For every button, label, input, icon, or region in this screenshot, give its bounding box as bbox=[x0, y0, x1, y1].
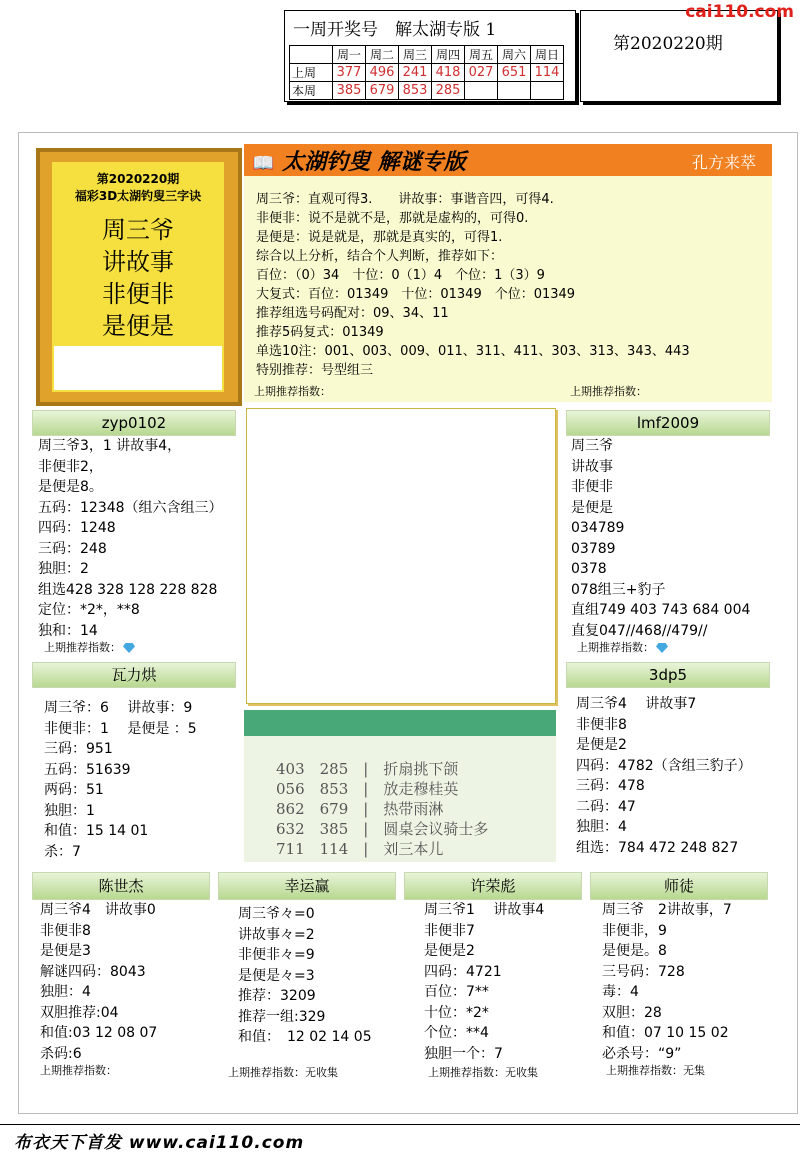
box-line: 是便是。8 bbox=[602, 943, 667, 959]
box-index-line: 上期推荐指数： bbox=[40, 1064, 117, 1077]
main-line: 大复式：百位：01349 十位：01349 个位：01349 bbox=[256, 287, 576, 302]
row-label: 本周 bbox=[290, 82, 333, 100]
main-author: 孔方来萃 bbox=[691, 153, 756, 172]
box-line: 三号码：728 bbox=[602, 963, 685, 980]
box-title-shi: 师徒 bbox=[590, 872, 768, 900]
draw-number: 496 bbox=[366, 64, 399, 82]
box-line: 非便非 bbox=[571, 479, 613, 495]
row-label: 上周 bbox=[290, 64, 333, 82]
box-line: 五码：51639 bbox=[44, 761, 131, 778]
footer-divider bbox=[0, 1124, 800, 1125]
box-line: 三码：478 bbox=[576, 778, 645, 794]
box-line: 两码：51 bbox=[44, 782, 104, 798]
riddle-row: 403 285 | 折扇挑下颌 bbox=[276, 760, 459, 778]
poster-inner bbox=[52, 162, 224, 392]
box-line: 周三爷 bbox=[571, 438, 613, 454]
box-line: 和值：07 10 15 02 bbox=[602, 1025, 729, 1041]
box-line: 三码：248 bbox=[38, 540, 107, 557]
index-label: 上期推荐指数： bbox=[577, 641, 654, 654]
box-line: 非便非，9 bbox=[602, 922, 667, 939]
box-line: 是便是2 bbox=[576, 737, 627, 753]
main-line: 推荐5码复式：01349 bbox=[256, 325, 384, 340]
box-line: 非便非7 bbox=[424, 922, 475, 939]
center-riddle-list bbox=[244, 736, 556, 862]
box-line: 是便是3 bbox=[40, 943, 91, 959]
box-line: 独胆：1 bbox=[44, 802, 95, 819]
box-line: 03789 bbox=[571, 540, 616, 557]
box-line: 双胆：28 bbox=[602, 1004, 662, 1021]
book-icon: 📖 bbox=[252, 153, 275, 174]
main-line: 推荐组选号码配对：09、34、11 bbox=[256, 306, 449, 321]
box-line: 独胆：2 bbox=[38, 561, 89, 577]
main-line: 非便非：说不是就不是，那就是虚构的，可得0. bbox=[256, 211, 529, 226]
box-body-lmf bbox=[568, 436, 772, 660]
main-line: 百位：（0）34 十位：0（1）4 个位：1（3）9 bbox=[256, 268, 545, 283]
riddle-row: 862 679 | 热带雨淋 bbox=[276, 800, 444, 818]
box-title-wali: 瓦力烘 bbox=[32, 662, 236, 688]
box-title-xing: 幸运赢 bbox=[218, 872, 396, 900]
box-line: 三码：951 bbox=[44, 741, 113, 757]
poster-blank bbox=[54, 346, 222, 390]
draw-number: 651 bbox=[498, 64, 531, 82]
main-body bbox=[244, 176, 772, 402]
box-line: 周三爷4 讲故事7 bbox=[576, 696, 697, 712]
poster-word: 是便是 bbox=[102, 312, 174, 340]
center-green-bar bbox=[244, 710, 556, 736]
poster-word: 周三爷 bbox=[102, 216, 174, 244]
box-line: 周三爷 2讲故事，7 bbox=[602, 902, 732, 918]
box-index-line: 上期推荐指数：无收集 bbox=[228, 1066, 338, 1079]
site-logo[interactable]: cai110.com bbox=[685, 2, 794, 22]
poster-word: 非便非 bbox=[102, 280, 174, 308]
index-label: 上期推荐指数： bbox=[44, 641, 121, 654]
box-line: 和值:03 12 08 07 bbox=[40, 1025, 158, 1041]
draw-title: 一周开奖号 解太湖专版 1 bbox=[293, 20, 497, 40]
box-line: 独胆：4 bbox=[576, 819, 627, 835]
draw-number: 385 bbox=[333, 82, 366, 100]
main-lines bbox=[256, 190, 690, 380]
draw-number bbox=[498, 82, 531, 100]
draw-number: 241 bbox=[399, 64, 432, 82]
box-line: 034789 bbox=[571, 520, 625, 536]
box-line: 是便是2 bbox=[424, 943, 475, 959]
main-index-right: 上期推荐指数： bbox=[570, 385, 647, 398]
draw-row-last-week bbox=[290, 64, 564, 82]
box-line: 周三爷1 讲故事4 bbox=[424, 902, 545, 918]
riddle-row: 056 853 | 放走穆桂英 bbox=[276, 780, 459, 798]
box-line: 四码：1248 bbox=[38, 520, 116, 536]
box-line: 解谜四码：8043 bbox=[40, 963, 146, 980]
column-header: 周四 bbox=[432, 46, 465, 64]
weekly-draw-panel bbox=[284, 10, 576, 102]
box-line: 非便非2， bbox=[38, 458, 103, 475]
box-line: 推荐一组:329 bbox=[238, 1008, 326, 1025]
box-line: 非便非8 bbox=[40, 922, 91, 939]
draw-number bbox=[465, 82, 498, 100]
issue-number: 第2020220期 bbox=[613, 34, 723, 54]
footer-credit: 布衣天下首发 www.cai110.com bbox=[14, 1133, 305, 1153]
box-line: 和值：15 14 01 bbox=[44, 823, 149, 839]
box-line: 是便是8。 bbox=[38, 479, 103, 495]
center-blank-panel bbox=[246, 408, 556, 704]
diamond-icon bbox=[656, 643, 668, 653]
column-header: 周一 bbox=[333, 46, 366, 64]
box-line: 个位：**4 bbox=[424, 1025, 489, 1041]
box-line: 是便是々=3 bbox=[238, 967, 315, 984]
main-index-left: 上期推荐指数： bbox=[254, 385, 331, 398]
box-line: 周三爷4 讲故事0 bbox=[40, 902, 156, 918]
draw-number: 114 bbox=[531, 64, 564, 82]
main-line: 周三爷：直观可得3. 讲故事：事谐音四，可得4. bbox=[256, 192, 554, 207]
draw-number: 418 bbox=[432, 64, 465, 82]
box-line: 讲故事々=2 bbox=[238, 926, 315, 943]
box-line: 四码：4721 bbox=[424, 963, 502, 980]
box-body-chen bbox=[36, 900, 210, 1082]
draw-number: 853 bbox=[399, 82, 432, 100]
box-line: 杀码:6 bbox=[40, 1045, 82, 1062]
poster bbox=[36, 148, 242, 406]
poster-words bbox=[52, 214, 224, 342]
column-header: 周二 bbox=[366, 46, 399, 64]
riddle-row: 632 385 | 圆桌会议骑士多 bbox=[276, 820, 489, 838]
box-line: 周三爷：6 讲故事：9 bbox=[44, 700, 193, 716]
box-line: 非便非8 bbox=[576, 716, 627, 733]
box-title-zyp: zyp0102 bbox=[32, 410, 236, 436]
box-body-3dp5 bbox=[568, 694, 772, 864]
main-header bbox=[244, 144, 772, 176]
box-title-chen: 陈世杰 bbox=[32, 872, 210, 900]
box-line: 独胆：4 bbox=[40, 984, 91, 1000]
box-body-shi bbox=[594, 900, 770, 1082]
box-index-line bbox=[571, 641, 772, 654]
box-body-xu bbox=[408, 900, 582, 1082]
draw-number: 285 bbox=[432, 82, 465, 100]
box-line: 定位：*2*，**8 bbox=[38, 602, 140, 618]
draw-number: 679 bbox=[366, 82, 399, 100]
main-title bbox=[252, 145, 466, 176]
box-index-line bbox=[38, 641, 236, 654]
box-line: 直组749 403 743 684 004 bbox=[571, 602, 751, 618]
issue-panel bbox=[580, 10, 778, 102]
box-line: 必杀号：“9” bbox=[602, 1045, 682, 1062]
box-line: 四码：4782（含组三豹子） bbox=[576, 757, 752, 774]
box-index-line: 上期推荐指数：无收集 bbox=[428, 1066, 538, 1079]
box-line: 是便是 bbox=[571, 499, 613, 516]
poster-issue: 第2020220期 bbox=[96, 172, 180, 186]
box-line: 独胆一个：7 bbox=[424, 1045, 503, 1062]
box-line: 组选428 328 128 228 828 bbox=[38, 581, 218, 598]
box-line: 十位：*2* bbox=[424, 1004, 489, 1021]
box-line: 非便非々=9 bbox=[238, 947, 315, 963]
box-line: 直复047//468//479// bbox=[571, 622, 708, 639]
main-line: 单选10注：001、003、009、011、311、411、303、313、343、443 bbox=[256, 344, 690, 359]
diamond-icon bbox=[123, 643, 135, 653]
column-header: 周五 bbox=[465, 46, 498, 64]
draw-table bbox=[289, 45, 564, 100]
column-header: 周日 bbox=[531, 46, 564, 64]
box-title-xu: 许荣彪 bbox=[404, 872, 582, 900]
draw-number: 377 bbox=[333, 64, 366, 82]
draw-header-row bbox=[290, 46, 564, 64]
box-line: 二码：47 bbox=[576, 798, 636, 815]
box-line: 0378 bbox=[571, 561, 607, 577]
box-line: 百位：7** bbox=[424, 984, 489, 1000]
box-title-lmf: lmf2009 bbox=[566, 410, 770, 436]
box-line: 078组三+豹子 bbox=[571, 581, 666, 598]
box-line: 周三爷々=0 bbox=[238, 906, 315, 922]
draw-row-this-week bbox=[290, 82, 564, 100]
column-header: 周六 bbox=[498, 46, 531, 64]
box-line: 独和：14 bbox=[38, 622, 98, 639]
box-index-line: 上期推荐指数：无集 bbox=[606, 1064, 705, 1077]
column-header: 周三 bbox=[399, 46, 432, 64]
box-line: 讲故事 bbox=[571, 458, 613, 475]
riddle-row: 711 114 | 刘三本儿 bbox=[276, 840, 444, 858]
box-line: 非便非：1 是便是 ：5 bbox=[44, 720, 197, 737]
draw-number: 027 bbox=[465, 64, 498, 82]
box-line: 推荐：3209 bbox=[238, 988, 316, 1004]
main-line: 特别推荐：号型组三 bbox=[256, 363, 374, 378]
box-title-3dp5: 3dp5 bbox=[566, 662, 770, 688]
box-line: 组选：784 472 248 827 bbox=[576, 839, 739, 856]
main-line: 综合以上分析，结合个人判断，推荐如下： bbox=[256, 249, 504, 264]
box-line: 和值： 12 02 14 05 bbox=[238, 1029, 372, 1045]
main-line: 是便是：说是就是，那就是真实的，可得1. bbox=[256, 230, 503, 245]
box-body-wali bbox=[36, 698, 236, 864]
box-body-xing bbox=[222, 900, 396, 1082]
box-line: 双胆推荐:04 bbox=[40, 1004, 119, 1021]
poster-subtitle: 福彩3D太湖钓叟三字诀 bbox=[74, 189, 202, 203]
column-header bbox=[290, 46, 333, 64]
box-line: 杀：7 bbox=[44, 843, 81, 860]
box-line: 毒：4 bbox=[602, 984, 639, 1000]
box-line: 周三爷3，1 讲故事4， bbox=[38, 438, 182, 454]
poster-word: 讲故事 bbox=[102, 248, 174, 276]
draw-number bbox=[531, 82, 564, 100]
box-body-zyp bbox=[36, 436, 236, 660]
main-title-text: 太湖钓叟 解谜专版 bbox=[282, 149, 466, 175]
box-line: 五码：12348（组六含组三） bbox=[38, 499, 223, 516]
